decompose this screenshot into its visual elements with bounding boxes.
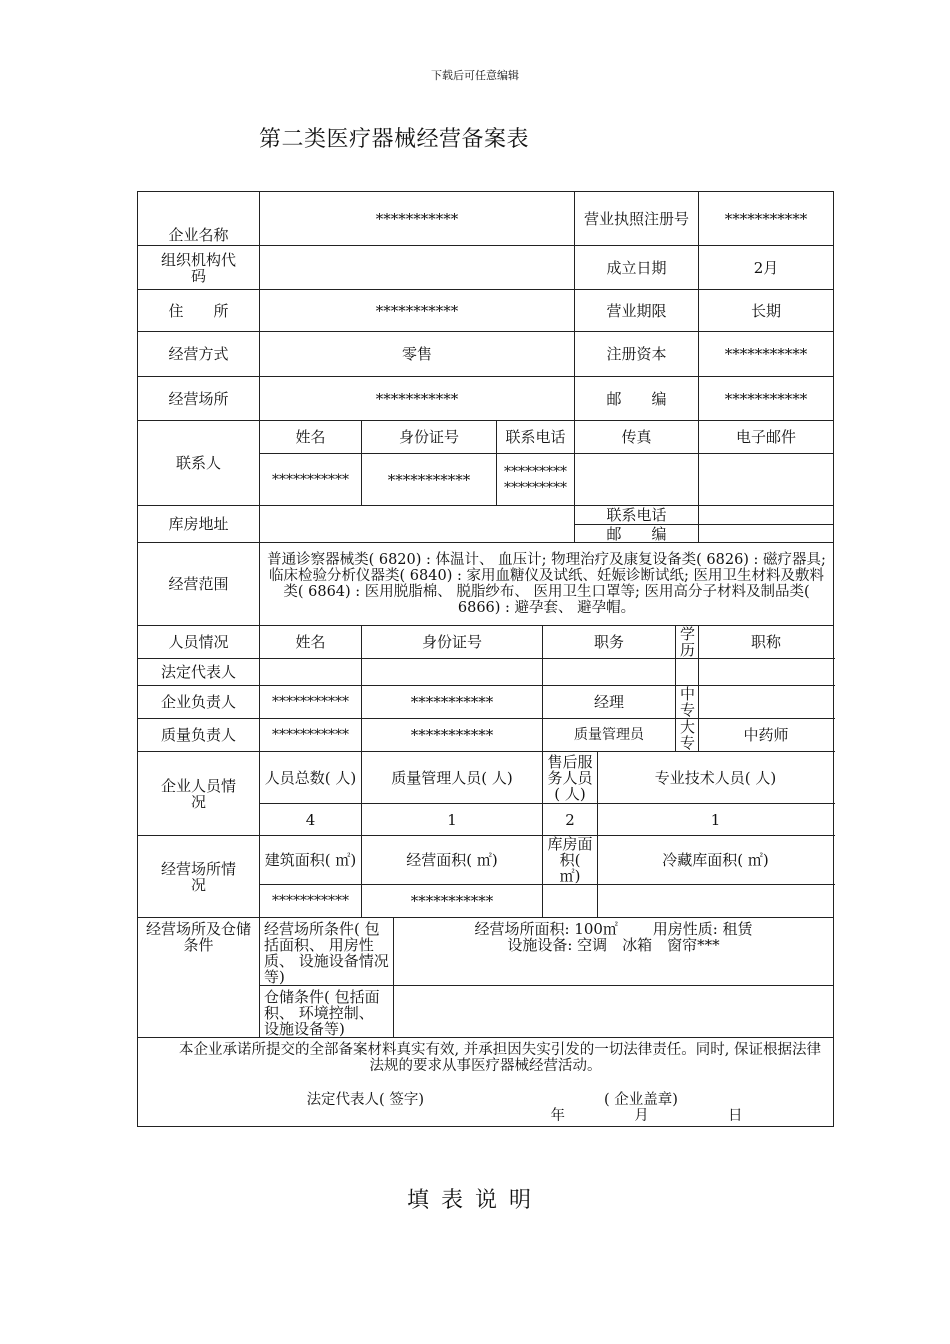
value-storage-conditions[interactable] [394, 986, 834, 1038]
value-business-mode[interactable]: 零售 [260, 332, 575, 377]
label-reg-capital: 注册资本 [575, 332, 699, 377]
company-seal-label: ( 企业盖章) [604, 1092, 678, 1108]
label-company-name: 企业名称 [138, 192, 260, 246]
quality-head-edu[interactable]: 大专 [676, 719, 699, 752]
contact-email[interactable] [699, 454, 834, 506]
label-premises-conditions: 经营场所条件( 包括面积、 用房性质、 设施设备情况等) [260, 918, 394, 986]
value-postcode[interactable]: *********** [699, 377, 834, 421]
quality-head-id[interactable]: *********** [362, 719, 543, 752]
label-business-scope: 经营范围 [138, 543, 260, 626]
label-est-date: 成立日期 [575, 246, 699, 290]
value-company-name[interactable]: *********** [260, 192, 575, 246]
value-reg-capital[interactable]: *********** [699, 332, 834, 377]
label-license-no: 营业执照注册号 [575, 192, 699, 246]
personnel-header-post: 职务 [543, 626, 676, 659]
value-premises-conditions[interactable] [394, 918, 834, 986]
premises-building-area[interactable]: *********** [260, 885, 362, 918]
value-license-no[interactable]: *********** [699, 192, 834, 246]
pledge-cell [138, 1038, 834, 1127]
label-premises-storage: 经营场所及仓储条件 [138, 918, 260, 1038]
enterprise-head-id[interactable]: *********** [362, 686, 543, 719]
quality-head-post[interactable]: 质量管理员 [543, 719, 676, 752]
staff-aftersales[interactable]: 2 [543, 804, 598, 836]
contact-name[interactable]: *********** [260, 454, 362, 506]
value-warehouse-phone[interactable] [699, 506, 834, 525]
header-note: 下载后可任意编辑 [431, 69, 519, 82]
premises-business-area[interactable]: *********** [362, 885, 543, 918]
date-month-label: 月 [634, 1108, 649, 1124]
enterprise-head-name[interactable]: *********** [260, 686, 362, 719]
premises-header-cold: 冷藏库面积( ㎡) [598, 836, 834, 885]
contact-fax[interactable] [575, 454, 699, 506]
personnel-header-edu: 学历 [676, 626, 699, 659]
label-org-code: 组织机构代 码 [138, 246, 260, 290]
value-warehouse-addr[interactable] [260, 506, 575, 543]
label-staff-situation: 企业人员情 况 [138, 752, 260, 836]
pledge-text: 本企业承诺所提交的全部备案材料真实有效, 并承担因失实引发的一切法律责任。同时, 保证根据法律法规的要求从事医疗器械经营活动。 [179, 1042, 821, 1074]
label-quality-head: 质量负责人 [138, 719, 260, 752]
staff-header-technical: 专业技术人员( 人) [598, 752, 834, 804]
enterprise-head-edu[interactable]: 中专 [676, 686, 699, 719]
value-address[interactable]: *********** [260, 290, 575, 332]
contact-header-name: 姓名 [260, 421, 362, 454]
staff-quality[interactable]: 1 [362, 804, 543, 836]
label-legal-rep: 法定代表人 [138, 659, 260, 686]
premises-header-building: 建筑面积( ㎡) [260, 836, 362, 885]
premises-conditions-line1: 经营场所面积: 100㎡ 用房性质: 租赁 [474, 920, 753, 938]
staff-total[interactable]: 4 [260, 804, 362, 836]
label-storage-conditions: 仓储条件( 包括面积、 环境控制、 设施设备等) [260, 986, 394, 1038]
legal-rep-edu[interactable] [676, 659, 699, 686]
filing-form-table [137, 191, 834, 1127]
value-business-scope[interactable]: 普通诊察器械类( 6820) : 体温计、 血压计; 物理治疗及康复设备类( 6826) : 磁疗器具; 临床检验分析仪器类( 6840) : 家用血糖仪及试纸、妊娠诊断试纸; 医用卫生材料及敷料类( 6864) : 医用脱脂棉、 脱脂纱布、 医用卫生口罩等; 医用高分子材料及制品类( 6866) : 避孕套、 避孕帽。 [260, 543, 834, 626]
legal-rep-signature-label: 法定代表人( 签字) [306, 1092, 424, 1108]
quality-head-name[interactable]: *********** [260, 719, 362, 752]
label-premises-situation: 经营场所情 况 [138, 836, 260, 918]
value-business-term[interactable]: 长期 [699, 290, 834, 332]
premises-header-business: 经营面积( ㎡) [362, 836, 543, 885]
premises-cold-area[interactable] [598, 885, 834, 918]
label-personnel: 人员情况 [138, 626, 260, 659]
contact-phone[interactable]: ****************** [497, 454, 575, 506]
label-warehouse-addr: 库房地址 [138, 506, 260, 543]
enterprise-head-post[interactable]: 经理 [543, 686, 676, 719]
label-premises: 经营场所 [138, 377, 260, 421]
quality-head-title[interactable]: 中药师 [699, 719, 834, 752]
premises-warehouse-area[interactable] [543, 885, 598, 918]
contact-header-email: 电子邮件 [699, 421, 834, 454]
label-address: 住 所 [138, 290, 260, 332]
staff-technical[interactable]: 1 [598, 804, 834, 836]
enterprise-head-title[interactable] [699, 686, 834, 719]
legal-rep-id[interactable] [362, 659, 543, 686]
label-contact-phone: 联系电话 [575, 506, 699, 525]
label-postcode: 邮 编 [575, 377, 699, 421]
contact-header-phone: 联系电话 [497, 421, 575, 454]
label-enterprise-head: 企业负责人 [138, 686, 260, 719]
label-contact: 联系人 [138, 421, 260, 506]
date-year-label: 年 [550, 1108, 566, 1124]
premises-conditions-line2: 设施设备: 空调 冰箱 窗帘*** [507, 936, 720, 954]
label-business-mode: 经营方式 [138, 332, 260, 377]
label-warehouse-postcode: 邮 编 [575, 525, 699, 543]
date-day-label: 日 [727, 1108, 743, 1124]
legal-rep-title[interactable] [699, 659, 834, 686]
value-premises[interactable]: *********** [260, 377, 575, 421]
label-business-term: 营业期限 [575, 290, 699, 332]
contact-id[interactable]: *********** [362, 454, 497, 506]
value-est-date[interactable]: 2月 [699, 246, 834, 290]
staff-header-aftersales: 售后服务人员( 人) [543, 752, 598, 804]
contact-header-id: 身份证号 [362, 421, 497, 454]
instructions-title: 填表说明 [406, 1188, 543, 1213]
personnel-header-title: 职称 [699, 626, 834, 659]
staff-header-quality: 质量管理人员( 人) [362, 752, 543, 804]
premises-header-warehouse: 库房面积( ㎡) [543, 836, 598, 885]
personnel-header-id: 身份证号 [362, 626, 543, 659]
legal-rep-post[interactable] [543, 659, 676, 686]
personnel-header-name: 姓名 [260, 626, 362, 659]
value-warehouse-postcode[interactable] [699, 525, 834, 543]
staff-header-total: 人员总数( 人) [260, 752, 362, 804]
contact-header-fax: 传真 [575, 421, 699, 454]
document-title: 第二类医疗器械经营备案表 [259, 127, 530, 152]
legal-rep-name[interactable] [260, 659, 362, 686]
value-org-code[interactable] [260, 246, 575, 290]
